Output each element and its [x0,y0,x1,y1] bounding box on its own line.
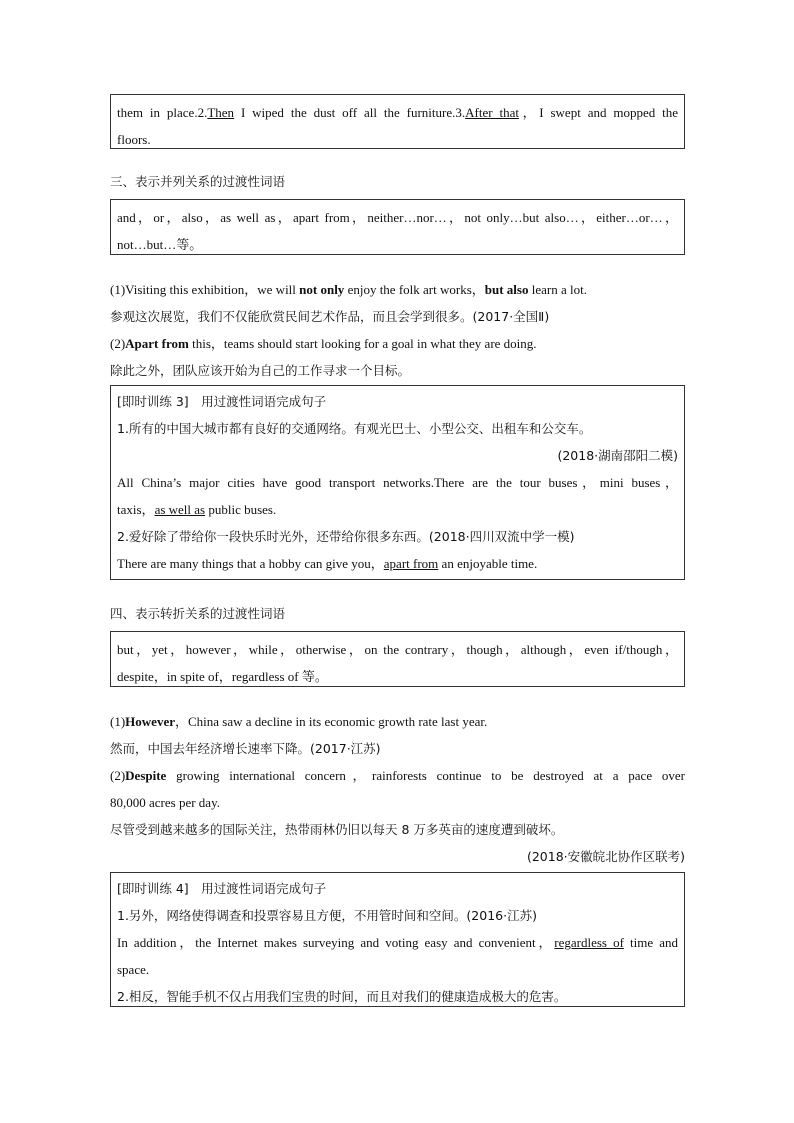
drill3-box [110,385,685,580]
drill3-title: [即时训练 3] 用过渡性词语完成句子 [117,394,327,409]
section4-example-2-line-1: (2)Despite growing international concern，rainforests continue to be destroyed at a pace over [110,768,685,783]
answer-then: Then [207,105,235,120]
section3-words-line-2: not…but…等。 [117,237,203,252]
drill4-box [110,872,685,1007]
section4-words-line-2: despite，in spite of，regardless of 等。 [117,669,328,684]
section4-words-line-1: but，yet，however，while，otherwise，on the contrary，though，although，even if/though， [117,642,678,657]
section3-examples [110,276,685,384]
drill4-q1-english-line-1: In addition，the Internet makes surveying and voting easy and convenient，regardless of time and [117,935,678,950]
answer-after-that: After that [465,105,519,120]
section4-word-box [110,631,685,687]
section3-word-box [110,199,685,255]
top-box-line-1: them in place.2.Then I wiped the dust off all the furniture.3.After that，I swept and mopped the [117,105,679,120]
drill3-q1-chinese: 1.所有的中国大城市都有良好的交通网络。有观光巴士、小型公交、出租车和公交车。 [117,421,592,436]
drill3-q1-english-line-2: taxis，as well as public buses. [117,502,277,517]
section4-heading: 四、表示转折关系的过渡性词语 [110,606,286,621]
drill4-title: [即时训练 4] 用过渡性词语完成句子 [117,881,327,896]
top-answer-box [110,94,685,149]
drill4-q2-chinese: 2.相反，智能手机不仅占用我们宝贵的时间，而且对我们的健康造成极大的危害。 [117,989,567,1004]
section3-heading: 三、表示并列关系的过渡性词语 [110,174,286,189]
answer-apart-from: apart from [383,556,439,571]
answer-regardless-of: regardless of [554,935,624,950]
drill3-q2-chinese: 2.爱好除了带给你一段快乐时光外，还带给你很多东西。(2018·四川双流中学一模) [117,529,575,544]
drill3-q2-english: There are many things that a hobby can give you，apart from an enjoyable time. [117,556,538,571]
drill4-q1-english-line-2: space. [117,962,150,977]
section4-example-1-translation: 然而，中国去年经济增长速率下降。(2017·江苏) [110,741,381,756]
section3-example-1: (1)Visiting this exhibition，we will not only enjoy the folk art works，but also learn a lot. [110,282,587,297]
drill4-q1-chinese: 1.另外，网络使得调查和投票容易且方便，不用管时间和空间。(2016·江苏) [117,908,537,923]
section3-example-1-translation: 参观这次展览，我们不仅能欣赏民间艺术作品，而且会学到很多。(2017·全国Ⅱ) [110,309,550,324]
section4-examples [110,708,685,870]
section3-words-line-1: and，or，also，as well as，apart from，neither…nor…，not only…but also…，either…or…， [117,210,678,225]
section3-example-2: (2)Apart from this，teams should start looking for a goal in what they are doing. [110,336,537,351]
section3-example-2-translation: 除此之外，团队应该开始为自己的工作寻求一个目标。 [110,363,411,378]
top-box-line-2: floors. [117,132,151,147]
answer-as-well-as: as well as [154,502,206,517]
section4-example-1: (1)However，China saw a decline in its economic growth rate last year. [110,714,488,729]
section4-example-2-source: (2018·安徽皖北协作区联考) [526,849,685,864]
section4-example-2-line-2: 80,000 acres per day. [110,795,220,810]
drill3-q1-english-line-1: All China’s major cities have good transport networks.There are the tour buses，mini buses， [117,475,678,490]
section4-example-2-translation: 尽管受到越来越多的国际关注，热带雨林仍旧以每天 8 万多英亩的速度遭到破坏。 [110,822,564,837]
drill3-q1-source: (2018·湖南邵阳二模) [557,448,678,463]
